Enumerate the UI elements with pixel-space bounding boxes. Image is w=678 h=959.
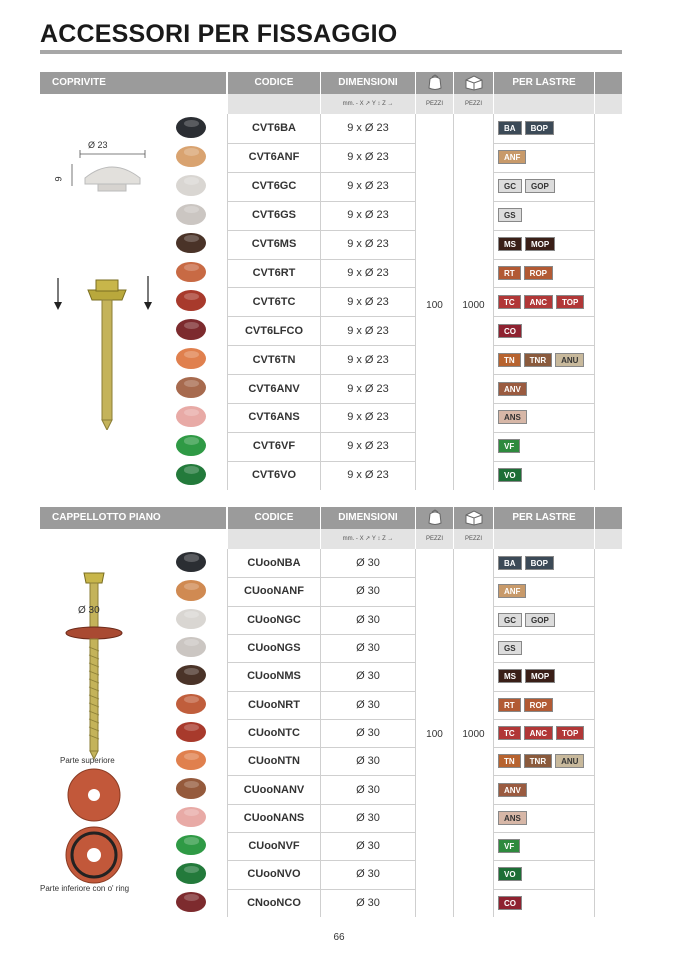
lastre-badge: ANC bbox=[524, 726, 553, 740]
lastre-badges bbox=[498, 584, 526, 598]
diagram-diameter: Ø 23 bbox=[88, 140, 108, 150]
lastre-badge: MOP bbox=[525, 237, 555, 251]
table-row bbox=[228, 432, 594, 461]
product-code: CUooNANS bbox=[243, 811, 305, 824]
table-row bbox=[228, 172, 594, 201]
lastre-badge: CO bbox=[498, 324, 522, 338]
product-code: CNooNCO bbox=[247, 896, 301, 909]
lastre-badge: TOP bbox=[556, 295, 584, 309]
cap-color-swatch bbox=[176, 778, 206, 798]
header-per-lastre: PER LASTRE bbox=[494, 72, 594, 94]
subheader-pezzi-2: PEZZI bbox=[454, 94, 493, 114]
lastre-badge: TN bbox=[498, 754, 521, 768]
cap-color-swatch bbox=[176, 637, 206, 657]
lastre-badge: RT bbox=[498, 698, 521, 712]
product-code: CUooNBA bbox=[247, 557, 301, 570]
header-dimensioni: DIMENSIONI bbox=[321, 72, 415, 94]
table-row bbox=[228, 775, 594, 803]
screw-diagram bbox=[50, 130, 170, 430]
product-dimension: Ø 30 bbox=[356, 868, 380, 881]
product-dimension: Ø 30 bbox=[356, 642, 380, 655]
subheader-lastre bbox=[494, 529, 594, 549]
header-codice: CODICE bbox=[228, 507, 320, 529]
header-box-icon bbox=[454, 72, 493, 94]
subheader-pezzi-1: PEZZI bbox=[416, 529, 453, 549]
product-dimension: 9 x Ø 23 bbox=[347, 151, 389, 164]
cap-color-swatch bbox=[176, 863, 206, 883]
header-bag-icon bbox=[416, 507, 453, 529]
cap-color-swatch bbox=[176, 233, 206, 254]
product-code: CVT6GS bbox=[251, 209, 296, 222]
lastre-badge: ANF bbox=[498, 584, 526, 598]
product-dimension: 9 x Ø 23 bbox=[347, 122, 389, 135]
diagram-height: 9 bbox=[53, 176, 64, 182]
table-row bbox=[228, 259, 594, 288]
lastre-badge: TNR bbox=[524, 754, 552, 768]
table-row bbox=[228, 634, 594, 662]
cap-color-swatch bbox=[176, 146, 206, 167]
cap-color-swatch bbox=[176, 835, 206, 855]
lastre-badge: VF bbox=[498, 839, 520, 853]
qty-pezzi-2: 1000 bbox=[462, 300, 485, 311]
product-code: CVT6ANS bbox=[248, 411, 300, 424]
cap-color-swatch bbox=[176, 406, 206, 427]
lastre-badge: GOP bbox=[525, 179, 555, 193]
lastre-badge: BA bbox=[498, 556, 522, 570]
lastre-badges bbox=[498, 867, 522, 881]
lastre-badges bbox=[498, 208, 522, 222]
caption-parte-inferiore: Parte inferiore con o' ring bbox=[40, 884, 130, 893]
cap-color-swatch bbox=[176, 435, 206, 456]
lastre-badges bbox=[498, 410, 527, 424]
cap-color-swatch bbox=[176, 722, 206, 742]
column-divider bbox=[594, 549, 595, 917]
product-dimension: 9 x Ø 23 bbox=[347, 440, 389, 453]
lastre-badges bbox=[498, 179, 555, 193]
lastre-badges bbox=[498, 641, 522, 655]
product-dimension: Ø 30 bbox=[356, 783, 380, 796]
lastre-badges bbox=[498, 353, 584, 367]
table-row bbox=[228, 143, 594, 172]
section-label: COPRIVITE bbox=[40, 72, 226, 94]
product-dimension: Ø 30 bbox=[356, 698, 380, 711]
lastre-badges bbox=[498, 382, 527, 396]
lastre-badge: BOP bbox=[525, 556, 554, 570]
product-code: CUooNTC bbox=[248, 726, 300, 739]
lastre-badge: GS bbox=[498, 208, 522, 222]
lastre-badge: GC bbox=[498, 613, 522, 627]
table-row bbox=[228, 461, 594, 490]
lastre-badges bbox=[498, 121, 554, 135]
table-row bbox=[228, 747, 594, 775]
cap-color-swatch bbox=[176, 348, 206, 369]
header-per-lastre: PER LASTRE bbox=[494, 507, 594, 529]
lastre-badges bbox=[498, 150, 526, 164]
section-cappellotto-piano bbox=[40, 507, 622, 918]
lastre-badges bbox=[498, 468, 522, 482]
lastre-badge: ANC bbox=[524, 295, 553, 309]
lastre-badges bbox=[498, 754, 584, 768]
product-code: CUooNRT bbox=[248, 698, 300, 711]
lastre-badge: TN bbox=[498, 353, 521, 367]
lastre-badge: VO bbox=[498, 468, 522, 482]
table-row bbox=[228, 549, 594, 577]
column-divider bbox=[594, 114, 595, 490]
cap-color-swatch bbox=[176, 117, 206, 138]
lastre-badge: TC bbox=[498, 726, 521, 740]
lastre-badges bbox=[498, 726, 584, 740]
lastre-badge: ANV bbox=[498, 382, 527, 396]
table-row bbox=[228, 662, 594, 690]
subheader-dim: mm. - X ↗ Y ↕ Z → bbox=[321, 94, 415, 114]
lastre-badge: TOP bbox=[556, 726, 584, 740]
lastre-badges bbox=[498, 295, 584, 309]
cap-color-swatch bbox=[176, 464, 206, 485]
product-code: CUooNGS bbox=[247, 642, 301, 655]
product-dimension: Ø 30 bbox=[356, 726, 380, 739]
product-dimension: 9 x Ø 23 bbox=[347, 180, 389, 193]
lastre-badges bbox=[498, 556, 554, 570]
lastre-badge: ANU bbox=[555, 353, 584, 367]
product-dimension: Ø 30 bbox=[356, 613, 380, 626]
title-rule bbox=[40, 50, 622, 54]
product-dimension: 9 x Ø 23 bbox=[347, 469, 389, 482]
lastre-badges bbox=[498, 324, 522, 338]
product-code: CUooNVF bbox=[248, 840, 300, 853]
cap-color-swatch bbox=[176, 175, 206, 196]
lastre-badge: GC bbox=[498, 179, 522, 193]
product-code: CUooNANF bbox=[244, 585, 304, 598]
lastre-badge: VO bbox=[498, 867, 522, 881]
header-extra bbox=[595, 72, 622, 94]
lastre-badge: MS bbox=[498, 669, 522, 683]
product-code: CUooNVO bbox=[247, 868, 301, 881]
lastre-badges bbox=[498, 783, 527, 797]
product-code: CUooNTN bbox=[248, 755, 300, 768]
cap-color-swatch bbox=[176, 319, 206, 340]
page-title: ACCESSORI PER FISSAGGIO bbox=[40, 20, 398, 48]
product-dimension: 9 x Ø 23 bbox=[347, 295, 389, 308]
product-code: CVT6ANV bbox=[248, 382, 300, 395]
product-code: CUooNMS bbox=[247, 670, 301, 683]
table-row bbox=[228, 577, 594, 605]
product-dimension: 9 x Ø 23 bbox=[347, 382, 389, 395]
product-dimension: Ø 30 bbox=[356, 840, 380, 853]
lastre-badge: ANS bbox=[498, 410, 527, 424]
cap-color-swatch bbox=[176, 892, 206, 912]
section-label: CAPPELLOTTO PIANO bbox=[40, 507, 226, 529]
product-code: CVT6GC bbox=[251, 180, 297, 193]
lastre-badges bbox=[498, 237, 555, 251]
lastre-badges bbox=[498, 669, 555, 683]
cap-color-swatch bbox=[176, 750, 206, 770]
table-row bbox=[228, 860, 594, 888]
product-dimension: Ø 30 bbox=[356, 557, 380, 570]
lastre-badge: GS bbox=[498, 641, 522, 655]
qty-pezzi-1: 100 bbox=[426, 300, 443, 311]
product-dimension: Ø 30 bbox=[356, 811, 380, 824]
product-dimension: 9 x Ø 23 bbox=[347, 238, 389, 251]
lastre-badges bbox=[498, 896, 522, 910]
table-row bbox=[228, 889, 594, 917]
lastre-badge: TNR bbox=[524, 353, 552, 367]
cap-color-swatch bbox=[176, 580, 206, 600]
cap-color-swatch bbox=[176, 694, 206, 714]
lastre-badge: GOP bbox=[525, 613, 555, 627]
table-row bbox=[228, 606, 594, 634]
qty-pezzi-1: 100 bbox=[426, 729, 443, 740]
lastre-badge: BOP bbox=[525, 121, 554, 135]
lastre-badge: ROP bbox=[524, 266, 553, 280]
product-dimension: 9 x Ø 23 bbox=[347, 209, 389, 222]
product-dimension: Ø 30 bbox=[356, 896, 380, 909]
lastre-badges bbox=[498, 613, 555, 627]
lastre-badge: RT bbox=[498, 266, 521, 280]
cap-color-swatch bbox=[176, 807, 206, 827]
lastre-badge: VF bbox=[498, 439, 520, 453]
table-row bbox=[228, 345, 594, 374]
product-dimension: 9 x Ø 23 bbox=[347, 266, 389, 279]
subheader-extra bbox=[595, 529, 622, 549]
page-number: 66 bbox=[333, 932, 345, 943]
table-row bbox=[228, 374, 594, 403]
lastre-badge: ANU bbox=[555, 754, 584, 768]
cap-color-swatch bbox=[176, 665, 206, 685]
subheader-pezzi-2: PEZZI bbox=[454, 529, 493, 549]
product-code: CUooNGC bbox=[247, 613, 301, 626]
lastre-badge: ANF bbox=[498, 150, 526, 164]
product-code: CVT6LFCO bbox=[244, 324, 304, 337]
table-row bbox=[228, 832, 594, 860]
lastre-badge: ANS bbox=[498, 811, 527, 825]
product-code: CVT6MS bbox=[251, 238, 297, 251]
diagram-diameter: Ø 30 bbox=[78, 605, 100, 616]
table-row bbox=[228, 316, 594, 345]
product-dimension: Ø 30 bbox=[356, 585, 380, 598]
lastre-badges bbox=[498, 811, 527, 825]
subheader-code bbox=[228, 94, 320, 114]
table-row bbox=[228, 403, 594, 432]
table-row bbox=[228, 114, 594, 143]
cap-color-swatch bbox=[176, 204, 206, 225]
table-row bbox=[228, 201, 594, 230]
table-row bbox=[228, 230, 594, 259]
lastre-badge: ROP bbox=[524, 698, 553, 712]
lastre-badge: MOP bbox=[525, 669, 555, 683]
lastre-badges bbox=[498, 266, 553, 280]
product-code: CVT6ANF bbox=[248, 151, 300, 164]
product-dimension: Ø 30 bbox=[356, 670, 380, 683]
subheader-extra bbox=[595, 94, 622, 114]
cap-color-swatch bbox=[176, 552, 206, 572]
header-extra bbox=[595, 507, 622, 529]
lastre-badge: ANV bbox=[498, 783, 527, 797]
product-dimension: 9 x Ø 23 bbox=[347, 353, 389, 366]
cap-color-swatch bbox=[176, 609, 206, 629]
product-code: CVT6TC bbox=[252, 295, 296, 308]
caption-parte-superiore: Parte superiore bbox=[60, 756, 115, 765]
cap-color-swatch bbox=[176, 377, 206, 398]
header-box-icon bbox=[454, 507, 493, 529]
lastre-badges bbox=[498, 439, 520, 453]
table-row bbox=[228, 719, 594, 747]
lastre-badge: BA bbox=[498, 121, 522, 135]
product-dimension: Ø 30 bbox=[356, 755, 380, 768]
table-row bbox=[228, 287, 594, 316]
product-code: CVT6TN bbox=[252, 353, 296, 366]
subheader-lastre bbox=[494, 94, 594, 114]
product-code: CVT6VF bbox=[252, 440, 296, 453]
table-row bbox=[228, 691, 594, 719]
header-codice: CODICE bbox=[228, 72, 320, 94]
lastre-badge: CO bbox=[498, 896, 522, 910]
header-dimensioni: DIMENSIONI bbox=[321, 507, 415, 529]
header-bag-icon bbox=[416, 72, 453, 94]
subheader-code bbox=[228, 529, 320, 549]
qty-pezzi-2: 1000 bbox=[462, 729, 485, 740]
product-code: CVT6VO bbox=[251, 469, 296, 482]
subheader-pezzi-1: PEZZI bbox=[416, 94, 453, 114]
cap-color-swatch bbox=[176, 262, 206, 283]
cappellotto-diagram bbox=[40, 563, 170, 893]
subheader-dim: mm. - X ↗ Y ↕ Z → bbox=[321, 529, 415, 549]
table-row bbox=[228, 804, 594, 832]
lastre-badge: MS bbox=[498, 237, 522, 251]
lastre-badges bbox=[498, 698, 553, 712]
product-code: CUooNANV bbox=[243, 783, 305, 796]
cap-color-swatch bbox=[176, 290, 206, 311]
product-code: CVT6RT bbox=[252, 266, 296, 279]
product-code: CVT6BA bbox=[251, 122, 296, 135]
section-coprivite bbox=[40, 72, 622, 490]
lastre-badge: TC bbox=[498, 295, 521, 309]
product-dimension: 9 x Ø 23 bbox=[347, 411, 389, 424]
lastre-badges bbox=[498, 839, 520, 853]
product-dimension: 9 x Ø 23 bbox=[347, 324, 389, 337]
